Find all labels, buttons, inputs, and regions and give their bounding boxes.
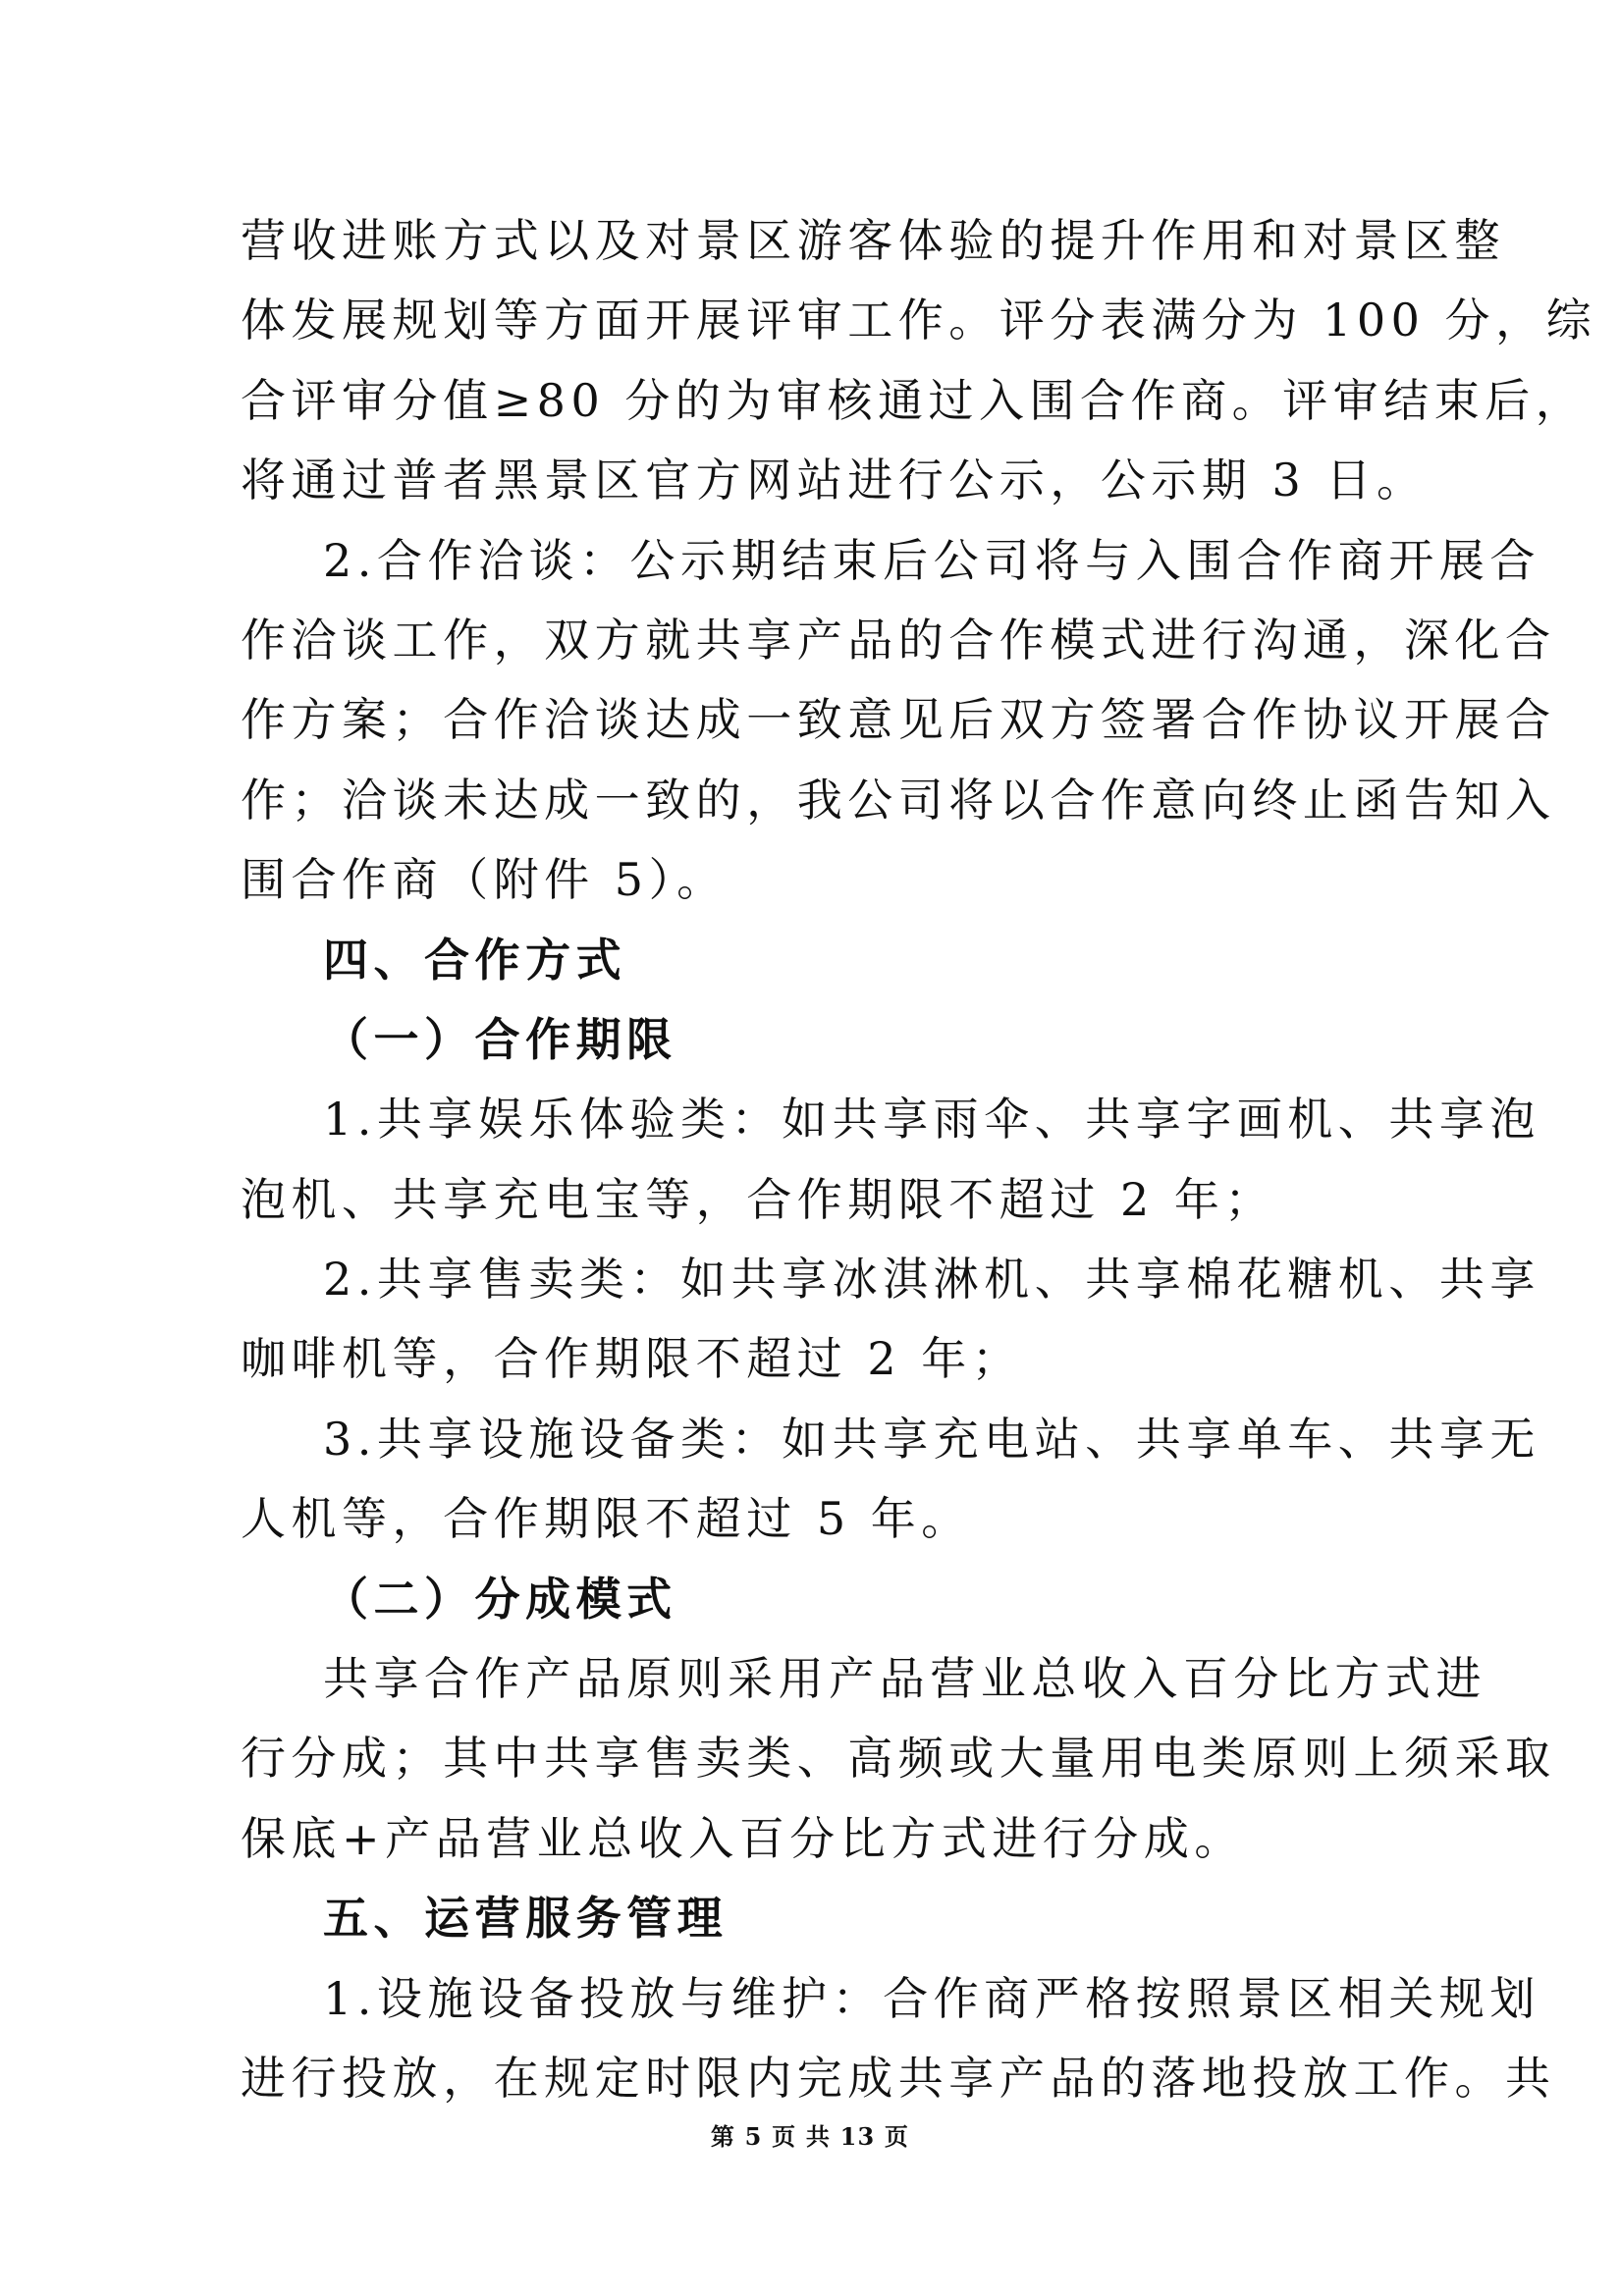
- text-line: 营收进账方式以及对景区游客体验的提升作用和对景区整: [241, 214, 1505, 267]
- text-line: 1.共享娱乐体验类：如共享雨伞、共享字画机、共享泡: [323, 1093, 1540, 1147]
- text-line: 3.共享设施设备类：如共享充电站、共享单车、共享无: [323, 1412, 1540, 1466]
- text-line: 体发展规划等方面开展评审工作。评分表满分为 100 分，综: [241, 294, 1597, 347]
- text-line: 咖啡机等，合作期限不超过 2 年；: [241, 1332, 1023, 1386]
- text-line: 保底+产品营业总收入百分比方式进行分成。: [241, 1811, 1245, 1865]
- text-line: 行分成；其中共享售卖类、高频或大量用电类原则上须采取: [241, 1732, 1556, 1786]
- text-line: 合评审分值≥80 分的为审核通过入围合作商。评审结束后，: [241, 373, 1587, 427]
- text-line: 作；洽谈未达成一致的，我公司将以合作意向终止函告知入: [241, 773, 1556, 827]
- document-body: [241, 214, 1597, 2135]
- text-line: 泡机、共享充电宝等，合作期限不超过 2 年；: [241, 1172, 1275, 1226]
- text-line: 2.合作洽谈：公示期结束后公司将与入围合作商开展合: [323, 533, 1540, 587]
- text-line: 共享合作产品原则采用产品营业总收入百分比方式进: [323, 1652, 1486, 1706]
- section-heading: （一）合作期限: [323, 1012, 677, 1066]
- text-line: 人机等，合作期限不超过 5 年。: [241, 1492, 972, 1546]
- section-heading: 五、运营服务管理: [323, 1892, 729, 1946]
- section-heading: （二）分成模式: [323, 1572, 677, 1626]
- text-line: 作方案；合作洽谈达成一致意见后双方签署合作协议开展合: [241, 693, 1556, 747]
- text-line: 2.共享售卖类：如共享冰淇淋机、共享棉花糖机、共享: [323, 1253, 1540, 1307]
- text-line: 将通过普者黑景区官方网站进行公示，公示期 3 日。: [241, 454, 1428, 507]
- text-line: 围合作商（附件 5）。: [241, 853, 728, 907]
- text-line: 作洽谈工作，双方就共享产品的合作模式进行沟通，深化合: [241, 613, 1556, 667]
- text-line: 1.设施设备投放与维护：合作商严格按照景区相关规划: [323, 1971, 1540, 2025]
- text-line: 进行投放，在规定时限内完成共享产品的落地投放工作。共: [241, 2051, 1556, 2105]
- section-heading: 四、合作方式: [323, 933, 627, 987]
- page-footer: 第 5 页 共 13 页: [710, 2122, 910, 2151]
